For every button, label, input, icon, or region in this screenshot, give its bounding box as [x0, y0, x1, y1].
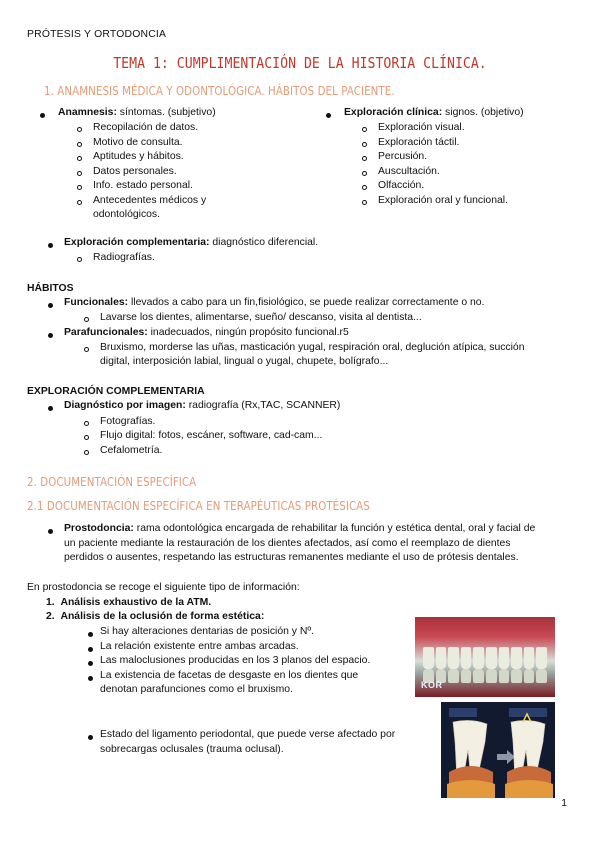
bullet: [48, 406, 53, 411]
list-item: Lavarse los dientes, alimentarse, sueño/ descanso, visita al dentista...: [100, 312, 422, 323]
page-number: 1: [561, 798, 567, 809]
section-2-1-heading: 2.1 DOCUMENTACIÓN ESPECÍFICA EN TERAPÉUTICAS PROTÉSICAS: [27, 498, 370, 513]
bullet: [88, 735, 93, 740]
bullet: [40, 113, 45, 118]
numbered-item: 1. Análisis exhaustivo de la ATM.: [46, 597, 212, 608]
list-item: Las maloclusiones producidas en los 3 planos del espacio.: [100, 655, 371, 666]
list-item: Recopilación de datos.: [93, 122, 199, 133]
bullet: [88, 661, 93, 666]
numbered-item: 2. Análisis de la oclusión de forma estética:: [46, 611, 265, 622]
funcionales-item: Funcionales: llevados a cabo para un fin,fisiológico, se puede realizar correctamente o no.: [64, 297, 485, 308]
list-item: La relación existente entre ambas arcadas.: [100, 641, 299, 652]
ligament-diagram: [441, 702, 555, 798]
list-item: La existencia de facetas de desgaste en los dientes que: [100, 670, 359, 681]
bullet: [48, 303, 53, 308]
prostodoncia-text: un paciente mediante la restauración de los dientes afectados, así como el reemplazo de dientes: [64, 538, 511, 549]
kor-logo: KOR: [421, 679, 443, 690]
habitos-heading: HÁBITOS: [27, 283, 74, 294]
list-item: Exploración visual.: [378, 122, 465, 133]
exploracion-clinica-item: Exploración clínica: signos. (objetivo): [344, 107, 524, 118]
upper-teeth: [423, 647, 547, 669]
bullet: [48, 529, 53, 534]
exploracion-complementaria-heading: EXPLORACIÓN COMPLEMENTARIA: [27, 386, 205, 397]
list-item: Auscultación.: [378, 166, 440, 177]
page-title: TEMA 1: CUMPLIMENTACIÓN DE LA HISTORIA CLÍNICA.: [113, 54, 487, 72]
list-item: Motivo de consulta.: [93, 137, 183, 148]
list-item: Exploración oral y funcional.: [378, 195, 508, 206]
ligament-illustration: [441, 702, 555, 798]
list-item: Datos personales.: [93, 166, 177, 177]
section-2-heading: 2. DOCUMENTACIÓN ESPECÍFICA: [27, 474, 197, 489]
list-item: Flujo digital: fotos, escáner, software, cad-cam...: [100, 430, 323, 441]
anamnesis-item: Anamnesis: síntomas. (subjetivo): [58, 107, 216, 118]
course-header: PRÓTESIS Y ORTODONCIA: [27, 29, 167, 40]
list-item: digital, interposición labial, lingual o yugal, chupete, bolígrafo...: [100, 356, 389, 367]
list-item: denotan parafunciones como el bruxismo.: [100, 684, 293, 695]
list-item: sobrecargas oclusales (trauma oclusal).: [100, 744, 284, 755]
bullet: [48, 243, 53, 248]
list-item: Bruxismo, morderse las uñas, masticación yugal, respiración oral, deglución atípica, succión: [100, 342, 525, 353]
list-item: Olfacción.: [378, 180, 425, 191]
diagnostico-item: Diagnóstico por imagen: radiografía (Rx,TAC, SCANNER): [64, 400, 341, 411]
occlusion-photo: [415, 617, 555, 697]
parafuncionales-item: Parafuncionales: inadecuados, ningún propósito funcional.r5: [64, 327, 349, 338]
list-item: Si hay alteraciones dentarias de posición y Nº.: [100, 626, 315, 637]
list-item: Cefalometría.: [100, 445, 163, 456]
list-item: Percusión.: [378, 151, 428, 162]
prostodoncia-text: perdidos o ausentes, respetando las estructuras remanentes mediante el uso de prótesis dentales.: [64, 552, 519, 563]
exploracion-complementaria-item: Exploración complementaria: diagnóstico diferencial.: [64, 237, 319, 248]
intro-text: En prostodoncia se recoge el siguiente tipo de información:: [27, 582, 300, 593]
bullet: [88, 647, 93, 652]
list-item: Aptitudes y hábitos.: [93, 151, 184, 162]
list-item: Radiografías.: [93, 252, 155, 263]
list-item: odontológicos.: [93, 209, 161, 220]
list-item: Fotografías.: [100, 416, 156, 427]
bullet: [88, 632, 93, 637]
list-item: Exploración táctil.: [378, 137, 460, 148]
bullet: [48, 333, 53, 338]
prostodoncia-item: Prostodoncia: rama odontológica encargada de rehabilitar la función y estética dental, oral y facial de: [64, 523, 536, 534]
list-item: Antecedentes médicos y: [93, 195, 207, 206]
bullet: [88, 676, 93, 681]
section-1-heading: 1. ANAMNESIS MÉDICA Y ODONTOLÓGICA. HÁBITOS DEL PACIENTE.: [44, 83, 395, 98]
list-item: Info. estado personal.: [93, 180, 193, 191]
list-item: Estado del ligamento periodontal, que puede verse afectado por: [100, 729, 396, 740]
bullet: [326, 113, 331, 118]
